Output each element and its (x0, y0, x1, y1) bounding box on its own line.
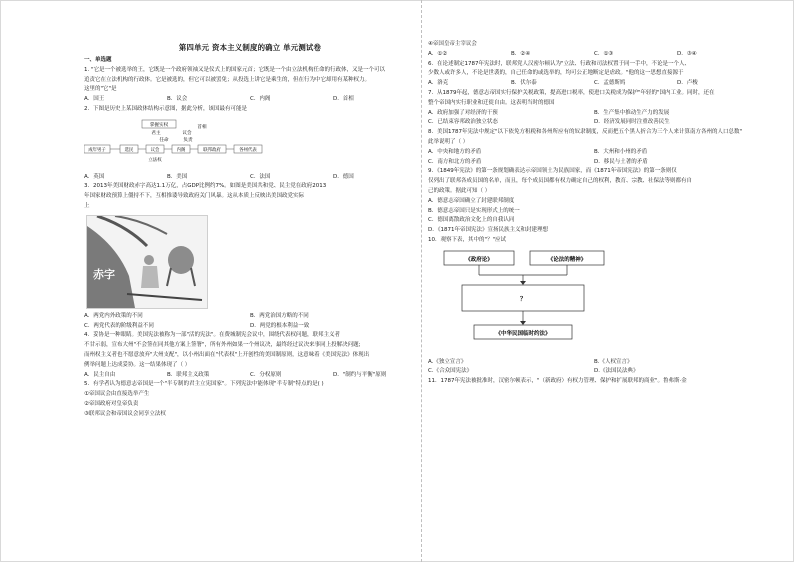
question-1-line: 追责它在立法机构的行政体。它是被选的，但它可以被罢免；从投选上讲它是乘生的，但在行为中它却用有某种权力。 (84, 76, 371, 83)
option-b[interactable]: B.《人权宣言》 (594, 358, 633, 365)
question-4-line: 不甘示弱，宣布大州"不会签在同其他方案上签署"，所有外州如果一个州议决，最终经过议决来事同上投解决问题; (84, 342, 361, 349)
option-c[interactable]: C．德国离散政治文化上的自我认同 (428, 217, 515, 224)
question-4-line: 例举问题上达成妥协。这一结果体现了（ ） (84, 361, 191, 368)
option-c[interactable]: C．南方和北方的矛盾 (428, 158, 482, 165)
question-6-line: 6．在论述制定1787年宪法时，联邦党人汉密尔顿认为"立法、行政和司法权置于同一手中，不论是一个人、 (428, 60, 691, 67)
option-b[interactable]: B．伏尔泰 (511, 80, 537, 87)
question-5-item: ④帝国皇帝主宰议会 (428, 41, 477, 47)
tree-branch (115, 216, 167, 234)
option-c[interactable]: C．已结束容邦政治独立状态 (428, 119, 498, 126)
question-5-item: ①帝国议会由直接选举产生 (84, 391, 150, 398)
question-5-item: ②帝国政府对皇帝负责 (84, 400, 139, 407)
figure-head (144, 255, 154, 265)
option-a[interactable]: A．德意志帝国确立了封建联邦制度 (428, 197, 515, 204)
option-d[interactable]: D．卢梭 (677, 80, 698, 87)
question-9-line: 仅列出了联邦各成员国的名单，而且，每个成员国都有权力确定自己的权利，教育、宗教、社保法等则都有自 (428, 178, 693, 185)
question-7-line: 整个帝国内实行职业和迁徙自由。这表明当时的德国 (428, 99, 555, 106)
option-d[interactable]: D．"制约与平衡"原则 (333, 371, 387, 378)
question-5-item: ③联邦议会和帝国议会同享立法权 (84, 410, 166, 417)
elephant-figure (168, 246, 194, 274)
flow-label: ？ (519, 295, 527, 303)
question-11-line: 11．1787年宪法被批准时，汉密尔顿表示，"（新政府）有权力管理、保护和扩展联邦的商业"。鲁弗斯·金 (428, 378, 687, 385)
option-b[interactable]: B．联邦主义政策 (167, 371, 210, 378)
diagram-label: 联邦政府 (203, 147, 221, 153)
option-d[interactable]: D．首相 (333, 96, 354, 103)
diagram-label: 负责 (183, 137, 193, 143)
flow-label: 《政府论》 (465, 256, 493, 263)
question-1 (84, 66, 416, 105)
question-1-line: 1. "它是一个被选举的王，它既是一个政府领袖又是仪式上的国家元首；它既是一个由立法机构任命的行政体，又是一个可以 (84, 66, 386, 73)
diagram-label: 立法权 (148, 157, 162, 163)
figure-body (141, 266, 159, 288)
question-10 (428, 236, 760, 377)
question-4-line: 4．妥协是一种眼睛。美国宪法被称为一部"活的宪法"。在费城制宪会议中，围绕代表权问题，联邦主义者 (84, 332, 341, 339)
exam-title: 第四单元 资本主义制度的确立 单元测试卷 (178, 43, 322, 52)
question-10-options (428, 358, 760, 378)
diagram-label: 任命 (159, 137, 169, 143)
option-d[interactable]: D.《法国民法典》 (594, 368, 639, 375)
right-column (428, 40, 760, 387)
question-6 (428, 60, 760, 89)
section-heading: 一、单选题 (84, 57, 112, 63)
option-a[interactable]: A．民主自由 (84, 371, 116, 378)
question-7-options (428, 109, 760, 129)
option-c[interactable]: C．法国 (250, 173, 271, 180)
tree-trunk (87, 226, 135, 308)
question-5 (84, 380, 416, 419)
option-c[interactable]: C．两党代表的阶级利益不同 (84, 322, 154, 329)
question-2-options (84, 173, 416, 183)
cartoon-caption: 赤字 (93, 267, 115, 281)
question-4 (84, 331, 416, 380)
option-c[interactable]: C．内阁 (250, 96, 271, 103)
flow-arrowhead (520, 281, 526, 285)
option-a[interactable]: A．国王 (84, 96, 105, 103)
option-b[interactable]: B．议会 (167, 96, 188, 103)
option-d[interactable]: D．两党的根本利益一致 (250, 322, 310, 329)
question-3-line: 年国家财政预算上僵持不下，互相推诿导致政府关门风暴。这从本质上反映出美国政党实际 (84, 193, 305, 200)
option-a[interactable]: A．两党内外政策的不同 (84, 312, 143, 319)
option-d[interactable]: D．《1871年帝国宪法》宣扬民族主义和封建理想 (428, 227, 548, 234)
question-1-options (84, 95, 416, 105)
question-3-line: 上 (84, 202, 90, 209)
government-structure-diagram (84, 118, 274, 164)
question-9 (428, 167, 760, 236)
question-10-stem: 10．观察下表，其中的"？"应试 (428, 236, 507, 243)
diagram-label: 掌握实权 (149, 122, 169, 128)
option-d[interactable]: D．德国 (333, 173, 354, 180)
question-3 (84, 182, 416, 331)
diagram-label: 成年男子 (88, 147, 106, 153)
question-4-line: 而州权主义者也不愿意放弃"大州支配"，以小州出面在"代表权"上开创性的美国制原则，这意味着《美国宪法》体现出 (84, 351, 370, 358)
option-b[interactable]: B．德意志帝国只是实现形式上的统一 (428, 207, 520, 214)
option-c[interactable]: C.《合众国宪法》 (428, 368, 473, 375)
diagram-label: 内阁 (176, 147, 186, 153)
question-3-options (84, 312, 416, 332)
page-fold-divider (421, 0, 422, 562)
option-c[interactable]: C．分权原则 (250, 371, 282, 378)
option-b[interactable]: B．生产集中推动生产力的发展 (594, 109, 670, 116)
question-5-options (428, 50, 760, 60)
flow-label: 《论法的精神》 (547, 256, 587, 263)
diagram-label: 各州代表 (239, 147, 257, 153)
option-d[interactable]: D．移民与土著的矛盾 (594, 158, 648, 165)
question-5-stem: 5．有学者认为德意志帝国是一个"半专制的君主立宪国家"。下列宪法中能体现"半专制"特点的是( ) (84, 381, 324, 388)
option-b[interactable]: B．大州和小州的矛盾 (594, 148, 648, 155)
question-4-options (84, 371, 416, 381)
left-column (84, 56, 416, 420)
influence-flowchart (442, 249, 652, 349)
cartoon-drawing (87, 216, 207, 308)
option-b[interactable]: B．②④ (511, 50, 531, 57)
flow-arrowhead (520, 321, 526, 325)
question-8-line: 8．美国1787年宪法中规定"以下依免方租税和各州所应有的奴隶制度，反而把五个黑人折合为三个人来计算南方各州的人口总数" (428, 129, 743, 136)
diagram-label: 议会 (182, 130, 192, 136)
question-9-line: 己的政策。据此可知（ ） (428, 187, 491, 194)
option-a[interactable]: A．①② (428, 50, 448, 57)
option-d[interactable]: D．经济发展同时注重改善民生 (594, 119, 670, 126)
political-cartoon (86, 215, 208, 309)
saw (127, 294, 202, 300)
option-a[interactable]: A.《独立宣言》 (428, 358, 467, 365)
question-8 (428, 128, 760, 167)
option-a[interactable]: A．洛克 (428, 80, 449, 87)
option-a[interactable]: A．中央和地方的矛盾 (428, 148, 482, 155)
question-7 (428, 89, 760, 128)
question-2 (84, 105, 416, 182)
question-2-stem: 2．下图是历史上某国政体结构示意图，据此分析，该国最有可能是 (84, 105, 248, 112)
option-d[interactable]: D．③④ (677, 50, 697, 57)
option-b[interactable]: B．美国 (167, 173, 188, 180)
question-3-line: 3．2013年美国财政赤字高达1.1万亿，占GDP比例约7%。如图是美国共和党、民主党在政府2013 (84, 183, 327, 190)
flow-label: 《中华民国临时约法》 (495, 330, 551, 337)
question-6-options (428, 79, 760, 89)
question-1-line: 这里的"它"是 (84, 86, 117, 93)
question-6-line: 少数人或许多人，不论是世袭的，自己任命的或选举的，均可公正地断定是虐政。"他的这一思想直接源于 (428, 70, 684, 77)
question-8-line: 此举说明了（ ） (428, 138, 469, 145)
diagram-label: 选民 (124, 147, 134, 153)
option-b[interactable]: B．两党治国方略的不同 (250, 312, 309, 319)
diagram-label: 首相 (197, 124, 207, 130)
question-7-line: 7．从1879年起，德意志帝国实行保护关税政策，提高进口税率，使进口关税成为保护"年轻的"国内工业。同时，还在 (428, 89, 715, 96)
diagram-label: 君主 (151, 130, 161, 136)
question-11 (428, 377, 760, 387)
question-9-line: 9．《1849年宪法》的第一条规划确表达示帝国领土为民族国家，而《1871年帝国宪法》的第一条则仅 (428, 168, 677, 175)
option-a[interactable]: A．英国 (84, 173, 105, 180)
option-c[interactable]: C．①③ (594, 50, 614, 57)
question-8-options (428, 148, 760, 168)
option-a[interactable]: A．政府加强了对经济的干预 (428, 109, 498, 116)
diagram-label: 议会 (150, 147, 160, 153)
option-c[interactable]: C．孟德斯鸠 (594, 80, 626, 87)
